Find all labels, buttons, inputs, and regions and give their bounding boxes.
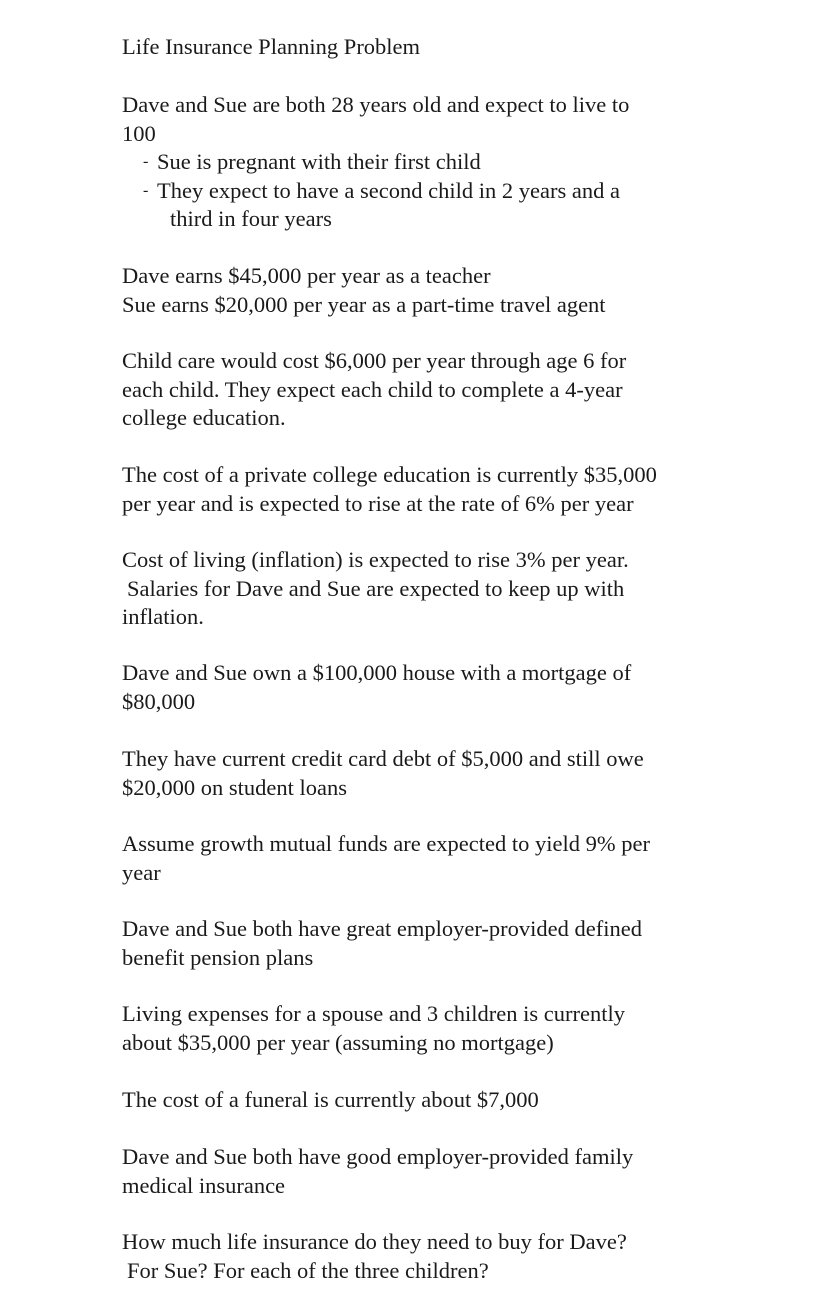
section-income — [122, 262, 742, 319]
child-care-line-2: each child. They expect each child to complete a 4-year — [122, 376, 623, 402]
document-title-block — [122, 33, 742, 62]
income-sue: Sue earns $20,000 per year as a part-time travel agent — [122, 291, 606, 317]
bullet-text: Sue is pregnant with their first child — [157, 149, 481, 175]
section-question — [122, 1228, 742, 1285]
question-line-2: For Sue? For each of the three children? — [127, 1257, 489, 1283]
pension-line-1: Dave and Sue both have great employer-provided defined — [122, 916, 642, 941]
section-medical — [122, 1143, 742, 1200]
section-ages — [122, 91, 742, 234]
medical-line-1: Dave and Sue both have good employer-provided family — [122, 1144, 634, 1169]
inflation-line-3: inflation. — [122, 604, 204, 630]
section-living-expenses — [122, 1000, 742, 1057]
question-line-1: How much life insurance do they need to buy for Dave? — [122, 1229, 627, 1254]
funeral-line-1: The cost of a funeral is currently about $7,000 — [122, 1087, 539, 1112]
ages-line-2: 100 — [122, 120, 156, 146]
section-inflation — [122, 546, 742, 632]
debt-line-1: They have current credit card debt of $5,000 and still owe — [122, 746, 644, 771]
bullet-text: They expect to have a second child in 2 years and a — [157, 177, 620, 203]
medical-line-2: medical insurance — [122, 1172, 286, 1198]
living-expenses-line-2: about $35,000 per year (assuming no mortgage) — [122, 1029, 554, 1055]
house-line-2: $80,000 — [122, 688, 196, 714]
child-care-line-1: Child care would cost $6,000 per year through age 6 for — [122, 348, 627, 373]
section-child-care — [122, 347, 742, 433]
ages-line-1: Dave and Sue are both 28 years old and expect to live to — [122, 92, 630, 117]
bullet-continuation: third in four years — [170, 206, 332, 232]
section-mutual-funds — [122, 830, 742, 887]
living-expenses-line-1: Living expenses for a spouse and 3 children is currently — [122, 1001, 625, 1026]
college-cost-line-2: per year and is expected to rise at the rate of 6% per year — [122, 490, 634, 516]
pension-line-2: benefit pension plans — [122, 944, 314, 970]
bullet-item-pregnant — [122, 148, 742, 177]
section-debt — [122, 745, 742, 802]
bullet-item-children-plan — [122, 177, 742, 206]
section-pension — [122, 915, 742, 972]
document-title: Life Insurance Planning Problem — [122, 34, 421, 59]
house-line-1: Dave and Sue own a $100,000 house with a mortgage of — [122, 660, 632, 685]
debt-line-2: $20,000 on student loans — [122, 774, 347, 800]
mutual-funds-line-2: year — [122, 859, 161, 885]
dash-bullet-icon: - — [143, 181, 149, 199]
section-house — [122, 659, 742, 716]
section-funeral — [122, 1086, 742, 1115]
inflation-line-2: Salaries for Dave and Sue are expected to keep up with — [127, 575, 625, 601]
dash-bullet-icon: - — [143, 153, 149, 171]
section-college-cost — [122, 461, 742, 518]
child-care-line-3: college education. — [122, 405, 286, 431]
income-dave: Dave earns $45,000 per year as a teacher — [122, 263, 491, 288]
inflation-line-1: Cost of living (inflation) is expected to rise 3% per year. — [122, 547, 629, 572]
mutual-funds-line-1: Assume growth mutual funds are expected to yield 9% per — [122, 831, 650, 856]
college-cost-line-1: The cost of a private college education is currently $35,000 — [122, 462, 657, 487]
